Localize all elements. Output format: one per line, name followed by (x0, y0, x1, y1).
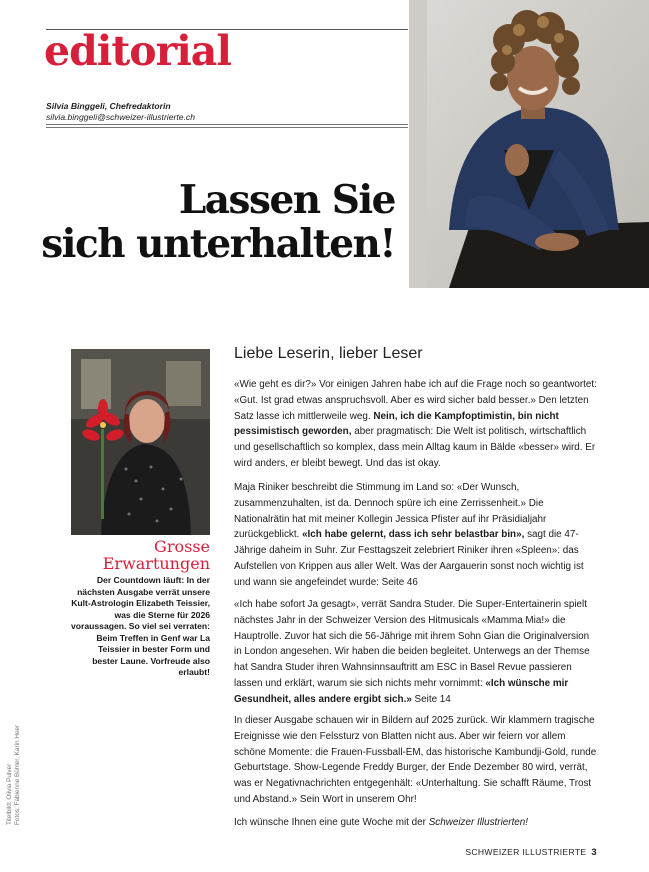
author-email[interactable]: silvia.binggeli@schweizer-illustrierte.ch (46, 112, 195, 122)
paragraph-1 (234, 377, 598, 472)
paragraph-2-text: Maja Riniker beschreibt die Stimmung im Land so: «Der Wunsch, zusammenzuhalten, ist da. Dennoch spüre ich eine Zerrissenheit.» Die Nationalrätin hat mit meiner Kollegin Jessica Pfister auf ihr Präsidialjahr zurückgeblickt. (234, 482, 547, 541)
paragraph-3 (234, 597, 598, 708)
paragraph-2 (234, 480, 598, 591)
byline-rule-top (46, 124, 408, 125)
closing-text: Ich wünsche Ihnen eine gute Woche mit der (234, 817, 429, 828)
page-number: 3 (591, 847, 597, 858)
headline (41, 178, 395, 266)
author-byline (46, 101, 195, 123)
salutation: Liebe Leserin, lieber Leser (234, 345, 423, 362)
paragraph-1-text-end: aber pragmatisch: Die Welt ist politisch, wirtschaftlich und gesellschaftlich so komplex, dass mein Alltag kaum in Bälde «besser» wird. Er wird anders, er bleibt bewegt. Und das ist okay. (234, 426, 596, 469)
headline-line-2: sich unterhalten! (41, 221, 395, 267)
paragraph-3-emphasis: «Ich wünsche mir Gesundheit, alles andere ergibt sich.» (234, 677, 569, 705)
paragraph-3-text-end: Seite 14 (411, 693, 451, 705)
editor-portrait-photo (409, 0, 649, 288)
closing-line (234, 815, 598, 831)
sidebar-title-line-1: Grosse (154, 537, 210, 556)
section-title: editorial (44, 27, 231, 75)
paragraph-4: In dieser Ausgabe schauen wir in Bildern auf 2025 zurück. Wir klammern tragische Ereignisse wie den Felssturz von Blatten nicht aus. Aber wir feiern vor allem schöne Momente: die Frauen-Fussball-EM, das historische Kambundji-Gold, runde Geburtstage. Show-Legende Freddy Burger, der Ende Dezember 80 wird, verrät, was er Negativnachrichten entgegenhält: «Unterhaltung. Sie schafft Räume, Trost und Abstand.» Sein Wort in unserem Ohr! (234, 715, 597, 805)
sidebar-title-line-2: Erwartungen (102, 554, 210, 573)
credit-line-1: Titelbild: Olivia Pulver (6, 763, 13, 825)
headline-line-1: Lassen Sie (178, 177, 395, 223)
page-footer (465, 847, 597, 858)
credit-line-2: Fotos: Fabienne Bühler, Karin Heer (14, 724, 21, 825)
sidebar-title (71, 538, 210, 572)
paragraph-2-text-end: sagt die 47-Jährige daheim in Suhr. Zur Festtagszeit zelebriert Riniker ihren «Spleen»: das Aufstellen von Krippen aus aller Welt. Was der Aargauerin sonst noch wichtig ist und wann sie angefeindet wurde: Seite 46 (234, 529, 584, 588)
photo-credits (6, 725, 22, 825)
closing-publication: Schweizer Illustrierten! (428, 817, 529, 828)
paragraph-2-emphasis: «Ich habe gelernt, dass ich sehr belastbar bin», (302, 529, 525, 541)
sidebar-text: Der Countdown läuft: In der nächsten Ausgabe verrät unsere Kult-Astrologin Elizabeth Teissier, was die Sterne für 2026 voraussagen. So viel sei verraten: Beim Treffen in Genf war La Teissier in bester Form und bester Laune. Vorfreude also erlaubt! (71, 575, 210, 677)
author-name: Silvia Binggeli, Chefredaktorin (46, 101, 171, 111)
paragraph-1-text: «Wie geht es dir?» Vor einigen Jahren habe ich auf die Frage noch so geantwortet: «Gut. Ist grad etwas anspruchsvoll. Aber es wird sicher bald besser.» Den letzten Satz lasse ich mittlerweile weg. (234, 379, 597, 422)
astrologer-photo (71, 349, 210, 535)
paragraph-1-emphasis: Nein, ich die Kampfoptimistin, bin nicht pessimistisch geworden, (234, 410, 559, 438)
byline-rule-bottom (46, 127, 408, 128)
footer-publication: SCHWEIZER ILLUSTRIERTE (465, 847, 587, 857)
paragraph-3-text: «Ich habe sofort Ja gesagt», verrät Sandra Studer. Die Super-Entertainerin spielt nächstes Jahr in der Schweizer Version des Hitmusicals «Mamma Mia!» die Hauptrolle. Zuvor hat sich die 56-Jährige mit ihrem Sohn Gian die Originalversion in London angesehen. Wir haben die beiden begleitet. Unterwegs an der Themse hat Sandra Studer ihren Wahnsinnsauftritt am ESC in Basel Revue passieren lassen und erklärt, warum sie sich nichts mehr vornimmt: (234, 599, 590, 689)
